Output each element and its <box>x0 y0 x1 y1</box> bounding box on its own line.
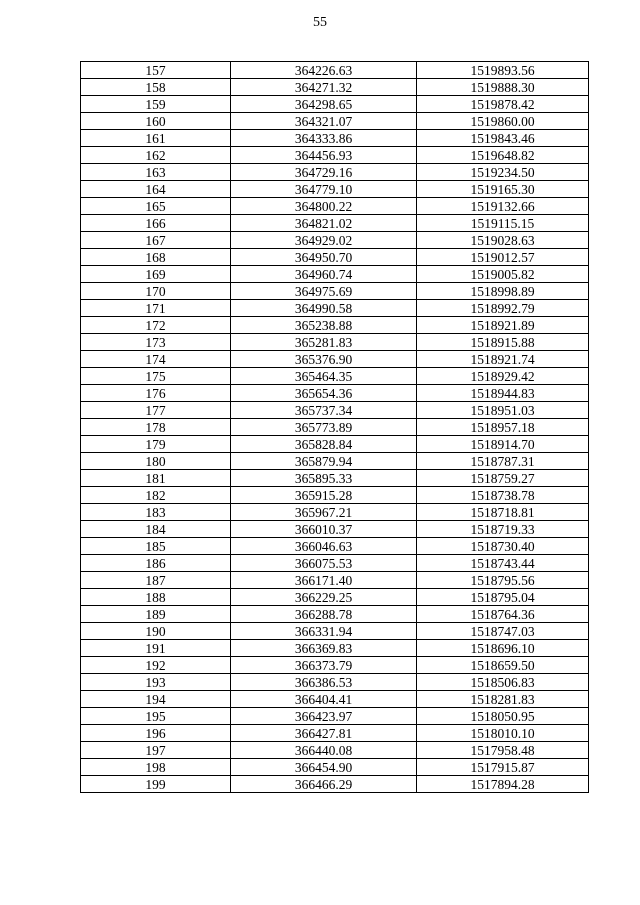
point-number-cell: 197 <box>81 742 231 759</box>
y-coordinate-cell: 1518914.70 <box>417 436 589 453</box>
point-number-cell: 185 <box>81 538 231 555</box>
point-number-cell: 162 <box>81 147 231 164</box>
table-row <box>81 657 589 674</box>
y-coordinate-cell: 1518743.44 <box>417 555 589 572</box>
point-number-cell: 164 <box>81 181 231 198</box>
point-number-cell: 191 <box>81 640 231 657</box>
point-number-cell: 173 <box>81 334 231 351</box>
x-coordinate-cell: 365828.84 <box>231 436 417 453</box>
x-coordinate-cell: 364929.02 <box>231 232 417 249</box>
x-coordinate-cell: 366046.63 <box>231 538 417 555</box>
point-number-cell: 195 <box>81 708 231 725</box>
y-coordinate-cell: 1518747.03 <box>417 623 589 640</box>
table-row <box>81 504 589 521</box>
x-coordinate-cell: 365879.94 <box>231 453 417 470</box>
point-number-cell: 168 <box>81 249 231 266</box>
x-coordinate-cell: 366423.97 <box>231 708 417 725</box>
y-coordinate-cell: 1518944.83 <box>417 385 589 402</box>
coordinates-table-body <box>81 62 589 793</box>
point-number-cell: 187 <box>81 572 231 589</box>
coordinates-table <box>80 61 589 793</box>
y-coordinate-cell: 1519234.50 <box>417 164 589 181</box>
x-coordinate-cell: 366010.37 <box>231 521 417 538</box>
table-row <box>81 555 589 572</box>
y-coordinate-cell: 1518506.83 <box>417 674 589 691</box>
table-row <box>81 232 589 249</box>
point-number-cell: 175 <box>81 368 231 385</box>
point-number-cell: 190 <box>81 623 231 640</box>
point-number-cell: 159 <box>81 96 231 113</box>
x-coordinate-cell: 364990.58 <box>231 300 417 317</box>
y-coordinate-cell: 1519860.00 <box>417 113 589 130</box>
x-coordinate-cell: 364271.32 <box>231 79 417 96</box>
x-coordinate-cell: 365654.36 <box>231 385 417 402</box>
x-coordinate-cell: 364960.74 <box>231 266 417 283</box>
x-coordinate-cell: 365895.33 <box>231 470 417 487</box>
x-coordinate-cell: 366386.53 <box>231 674 417 691</box>
point-number-cell: 170 <box>81 283 231 300</box>
y-coordinate-cell: 1518915.88 <box>417 334 589 351</box>
y-coordinate-cell: 1519843.46 <box>417 130 589 147</box>
table-row <box>81 368 589 385</box>
y-coordinate-cell: 1518696.10 <box>417 640 589 657</box>
y-coordinate-cell: 1517915.87 <box>417 759 589 776</box>
y-coordinate-cell: 1518281.83 <box>417 691 589 708</box>
table-row <box>81 164 589 181</box>
y-coordinate-cell: 1518921.74 <box>417 351 589 368</box>
point-number-cell: 166 <box>81 215 231 232</box>
table-row <box>81 334 589 351</box>
point-number-cell: 186 <box>81 555 231 572</box>
y-coordinate-cell: 1518659.50 <box>417 657 589 674</box>
point-number-cell: 188 <box>81 589 231 606</box>
y-coordinate-cell: 1519005.82 <box>417 266 589 283</box>
x-coordinate-cell: 364950.70 <box>231 249 417 266</box>
point-number-cell: 177 <box>81 402 231 419</box>
y-coordinate-cell: 1518992.79 <box>417 300 589 317</box>
x-coordinate-cell: 364821.02 <box>231 215 417 232</box>
x-coordinate-cell: 365464.35 <box>231 368 417 385</box>
table-row <box>81 249 589 266</box>
table-row <box>81 572 589 589</box>
point-number-cell: 198 <box>81 759 231 776</box>
x-coordinate-cell: 365238.88 <box>231 317 417 334</box>
y-coordinate-cell: 1518951.03 <box>417 402 589 419</box>
table-row <box>81 742 589 759</box>
table-row <box>81 674 589 691</box>
y-coordinate-cell: 1518718.81 <box>417 504 589 521</box>
x-coordinate-cell: 364729.16 <box>231 164 417 181</box>
table-row <box>81 453 589 470</box>
point-number-cell: 193 <box>81 674 231 691</box>
x-coordinate-cell: 364298.65 <box>231 96 417 113</box>
table-row <box>81 640 589 657</box>
x-coordinate-cell: 365773.89 <box>231 419 417 436</box>
table-row <box>81 589 589 606</box>
x-coordinate-cell: 366171.40 <box>231 572 417 589</box>
y-coordinate-cell: 1518998.89 <box>417 283 589 300</box>
table-row <box>81 385 589 402</box>
table-row <box>81 130 589 147</box>
point-number-cell: 157 <box>81 62 231 79</box>
table-row <box>81 96 589 113</box>
table-row <box>81 147 589 164</box>
point-number-cell: 167 <box>81 232 231 249</box>
table-row <box>81 402 589 419</box>
x-coordinate-cell: 366373.79 <box>231 657 417 674</box>
y-coordinate-cell: 1518730.40 <box>417 538 589 555</box>
point-number-cell: 182 <box>81 487 231 504</box>
table-row <box>81 708 589 725</box>
y-coordinate-cell: 1519012.57 <box>417 249 589 266</box>
table-row <box>81 436 589 453</box>
x-coordinate-cell: 365967.21 <box>231 504 417 521</box>
table-row <box>81 487 589 504</box>
table-row <box>81 79 589 96</box>
x-coordinate-cell: 366466.29 <box>231 776 417 793</box>
y-coordinate-cell: 1518957.18 <box>417 419 589 436</box>
x-coordinate-cell: 366075.53 <box>231 555 417 572</box>
y-coordinate-cell: 1518787.31 <box>417 453 589 470</box>
x-coordinate-cell: 366288.78 <box>231 606 417 623</box>
table-row <box>81 623 589 640</box>
x-coordinate-cell: 365281.83 <box>231 334 417 351</box>
y-coordinate-cell: 1518719.33 <box>417 521 589 538</box>
y-coordinate-cell: 1518010.10 <box>417 725 589 742</box>
y-coordinate-cell: 1518795.04 <box>417 589 589 606</box>
y-coordinate-cell: 1518921.89 <box>417 317 589 334</box>
point-number-cell: 178 <box>81 419 231 436</box>
x-coordinate-cell: 366404.41 <box>231 691 417 708</box>
table-row <box>81 351 589 368</box>
point-number-cell: 171 <box>81 300 231 317</box>
point-number-cell: 199 <box>81 776 231 793</box>
x-coordinate-cell: 366331.94 <box>231 623 417 640</box>
y-coordinate-cell: 1519648.82 <box>417 147 589 164</box>
y-coordinate-cell: 1519115.15 <box>417 215 589 232</box>
x-coordinate-cell: 366454.90 <box>231 759 417 776</box>
point-number-cell: 158 <box>81 79 231 96</box>
table-row <box>81 317 589 334</box>
table-row <box>81 606 589 623</box>
x-coordinate-cell: 364800.22 <box>231 198 417 215</box>
x-coordinate-cell: 366427.81 <box>231 725 417 742</box>
y-coordinate-cell: 1518738.78 <box>417 487 589 504</box>
point-number-cell: 176 <box>81 385 231 402</box>
y-coordinate-cell: 1519028.63 <box>417 232 589 249</box>
x-coordinate-cell: 364779.10 <box>231 181 417 198</box>
x-coordinate-cell: 365737.34 <box>231 402 417 419</box>
table-row <box>81 181 589 198</box>
x-coordinate-cell: 364975.69 <box>231 283 417 300</box>
table-row <box>81 725 589 742</box>
point-number-cell: 189 <box>81 606 231 623</box>
table-row <box>81 521 589 538</box>
y-coordinate-cell: 1519165.30 <box>417 181 589 198</box>
point-number-cell: 174 <box>81 351 231 368</box>
y-coordinate-cell: 1518759.27 <box>417 470 589 487</box>
y-coordinate-cell: 1518764.36 <box>417 606 589 623</box>
x-coordinate-cell: 364456.93 <box>231 147 417 164</box>
table-row <box>81 419 589 436</box>
y-coordinate-cell: 1517894.28 <box>417 776 589 793</box>
table-row <box>81 300 589 317</box>
point-number-cell: 181 <box>81 470 231 487</box>
point-number-cell: 184 <box>81 521 231 538</box>
x-coordinate-cell: 366440.08 <box>231 742 417 759</box>
y-coordinate-cell: 1518795.56 <box>417 572 589 589</box>
table-row <box>81 62 589 79</box>
table-row <box>81 470 589 487</box>
point-number-cell: 194 <box>81 691 231 708</box>
point-number-cell: 169 <box>81 266 231 283</box>
y-coordinate-cell: 1518929.42 <box>417 368 589 385</box>
x-coordinate-cell: 364226.63 <box>231 62 417 79</box>
point-number-cell: 161 <box>81 130 231 147</box>
point-number-cell: 172 <box>81 317 231 334</box>
page-number: 55 <box>313 15 327 30</box>
x-coordinate-cell: 365376.90 <box>231 351 417 368</box>
y-coordinate-cell: 1519888.30 <box>417 79 589 96</box>
point-number-cell: 179 <box>81 436 231 453</box>
table-row <box>81 691 589 708</box>
point-number-cell: 165 <box>81 198 231 215</box>
table-row <box>81 215 589 232</box>
point-number-cell: 160 <box>81 113 231 130</box>
table-row <box>81 198 589 215</box>
x-coordinate-cell: 364333.86 <box>231 130 417 147</box>
point-number-cell: 183 <box>81 504 231 521</box>
point-number-cell: 180 <box>81 453 231 470</box>
x-coordinate-cell: 366369.83 <box>231 640 417 657</box>
y-coordinate-cell: 1519878.42 <box>417 96 589 113</box>
y-coordinate-cell: 1519132.66 <box>417 198 589 215</box>
table-row <box>81 113 589 130</box>
table-row <box>81 759 589 776</box>
table-row <box>81 776 589 793</box>
y-coordinate-cell: 1519893.56 <box>417 62 589 79</box>
x-coordinate-cell: 366229.25 <box>231 589 417 606</box>
point-number-cell: 192 <box>81 657 231 674</box>
y-coordinate-cell: 1517958.48 <box>417 742 589 759</box>
x-coordinate-cell: 364321.07 <box>231 113 417 130</box>
point-number-cell: 196 <box>81 725 231 742</box>
point-number-cell: 163 <box>81 164 231 181</box>
x-coordinate-cell: 365915.28 <box>231 487 417 504</box>
table-row <box>81 283 589 300</box>
y-coordinate-cell: 1518050.95 <box>417 708 589 725</box>
table-row <box>81 266 589 283</box>
table-row <box>81 538 589 555</box>
